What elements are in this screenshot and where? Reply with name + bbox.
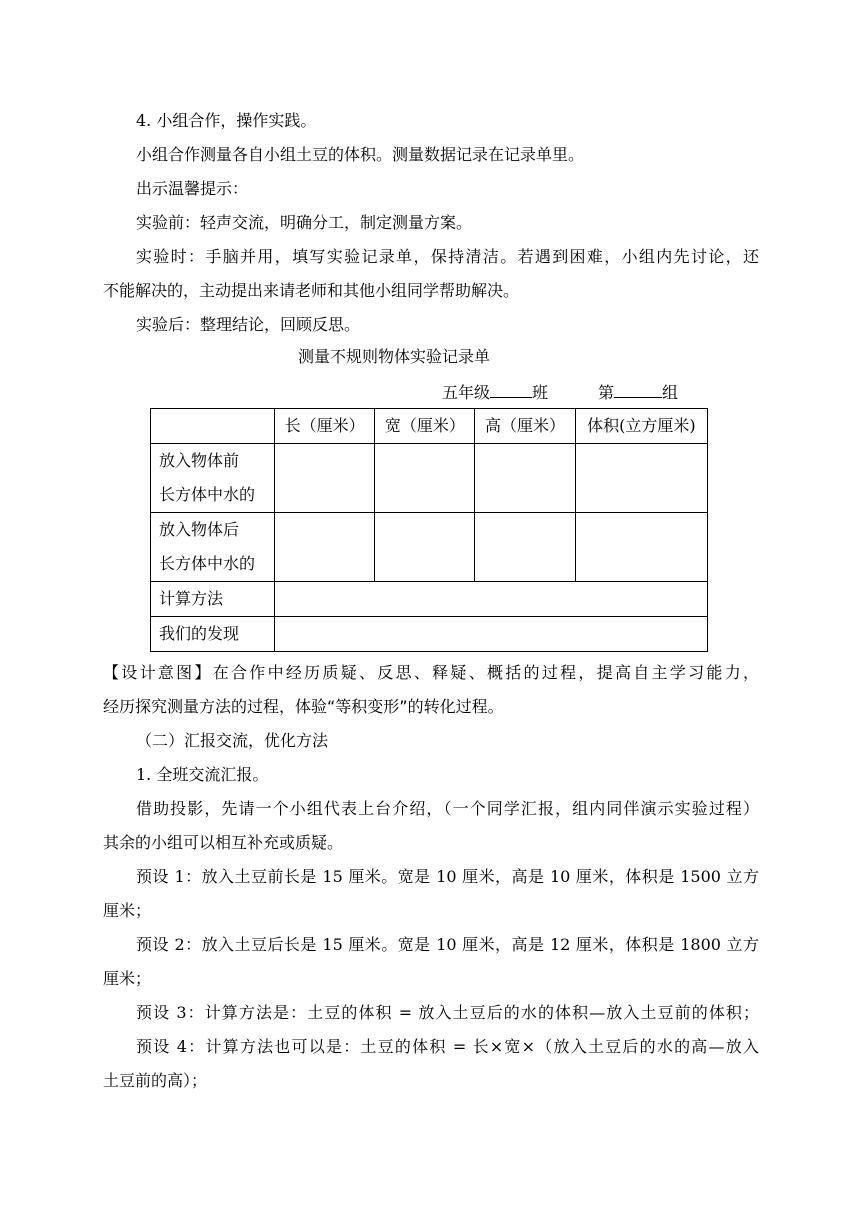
preset1-line1: 预设 1：放入土豆前长是 15 厘米。宽是 10 厘米，高是 10 厘米，体积是 1500 立方 (136, 867, 759, 886)
paragraph-tip-heading: 出示温馨提示： (136, 179, 249, 198)
table-row-finding (151, 617, 708, 652)
header-width: 宽（厘米） (375, 409, 475, 444)
row-label-before (151, 444, 275, 513)
cell-method[interactable] (275, 582, 708, 617)
section2-projection-line1: 借助投影，先请一个小组代表上台介绍，（一个同学汇报，组内同伴演示实验过程） (136, 799, 759, 818)
paragraph-step4: 4. 小组合作，操作实践。 (136, 111, 317, 130)
preset4-line2: 土豆前的高）； (103, 1071, 208, 1090)
table-row-after (151, 513, 708, 582)
row-label-before-line1: 放入物体前 (159, 451, 240, 470)
row-label-after-line2: 长方体中水的 (159, 554, 256, 573)
row-label-before-line2: 长方体中水的 (159, 485, 256, 504)
class-blank[interactable] (490, 381, 532, 398)
header-volume: 体积(立方厘米) (575, 409, 707, 444)
cell-after-height[interactable] (475, 513, 575, 582)
cell-finding[interactable] (275, 617, 708, 652)
cell-before-height[interactable] (475, 444, 575, 513)
design-intent-line1: 【设计意图】在合作中经历质疑、反思、释疑、概括的过程，提高自主学习能力， (103, 663, 759, 682)
class-group-line (442, 381, 678, 403)
record-sheet-title: 测量不规则物体实验记录单 (297, 347, 490, 366)
table-row-before (151, 444, 708, 513)
table-row-method (151, 582, 708, 617)
section2-step1: 1. 全班交流汇报。 (136, 765, 269, 784)
row-label-method: 计算方法 (151, 582, 275, 617)
record-table (150, 408, 708, 652)
design-intent-line2: 经历探究测量方法的过程，体验“等积变形”的转化过程。 (103, 697, 504, 716)
paragraph-before: 实验前：轻声交流，明确分工，制定测量方案。 (136, 213, 473, 232)
preset2-line2: 厘米； (103, 969, 152, 988)
preset1-line2: 厘米； (103, 901, 152, 920)
header-cell-empty (151, 409, 275, 444)
cell-before-length[interactable] (275, 444, 375, 513)
paragraph-after: 实验后：整理结论，回顾反思。 (136, 315, 361, 334)
header-height: 高（厘米） (475, 409, 575, 444)
section2-projection-line2: 其余的小组可以相互补充或质疑。 (103, 833, 344, 852)
cell-after-volume[interactable] (575, 513, 707, 582)
row-label-finding: 我们的发现 (151, 617, 275, 652)
paragraph-during-line2: 不能解决的，主动提出来请老师和其他小组同学帮助解决。 (103, 281, 520, 300)
preset2-line1: 预设 2：放入土豆后长是 15 厘米。宽是 10 厘米，高是 12 厘米，体积是 1800 立方 (136, 935, 759, 954)
cell-after-length[interactable] (275, 513, 375, 582)
class-label: 班 (532, 383, 549, 402)
cell-before-volume[interactable] (575, 444, 707, 513)
paragraph-during-line1: 实验时：手脑并用，填写实验记录单，保持清洁。若遇到困难，小组内先讨论，还 (136, 247, 759, 266)
preset4-line1: 预设 4：计算方法也可以是：土豆的体积 = 长×宽×（放入土豆后的水的高—放入 (136, 1037, 759, 1056)
group-blank[interactable] (614, 381, 662, 398)
grade-label: 五年级 (442, 383, 491, 402)
header-length: 长（厘米） (275, 409, 375, 444)
group-prefix: 第 (598, 383, 615, 402)
section2-heading: （二）汇报交流，优化方法 (136, 731, 329, 750)
preset3: 预设 3：计算方法是：土豆的体积 = 放入土豆后的水的体积—放入土豆前的体积； (136, 1003, 759, 1022)
cell-after-width[interactable] (375, 513, 475, 582)
table-header-row (151, 409, 708, 444)
row-label-after (151, 513, 275, 582)
cell-before-width[interactable] (375, 444, 475, 513)
group-label: 组 (662, 383, 679, 402)
paragraph-task: 小组合作测量各自小组土豆的体积。测量数据记录在记录单里。 (136, 145, 585, 164)
row-label-after-line1: 放入物体后 (159, 520, 240, 539)
